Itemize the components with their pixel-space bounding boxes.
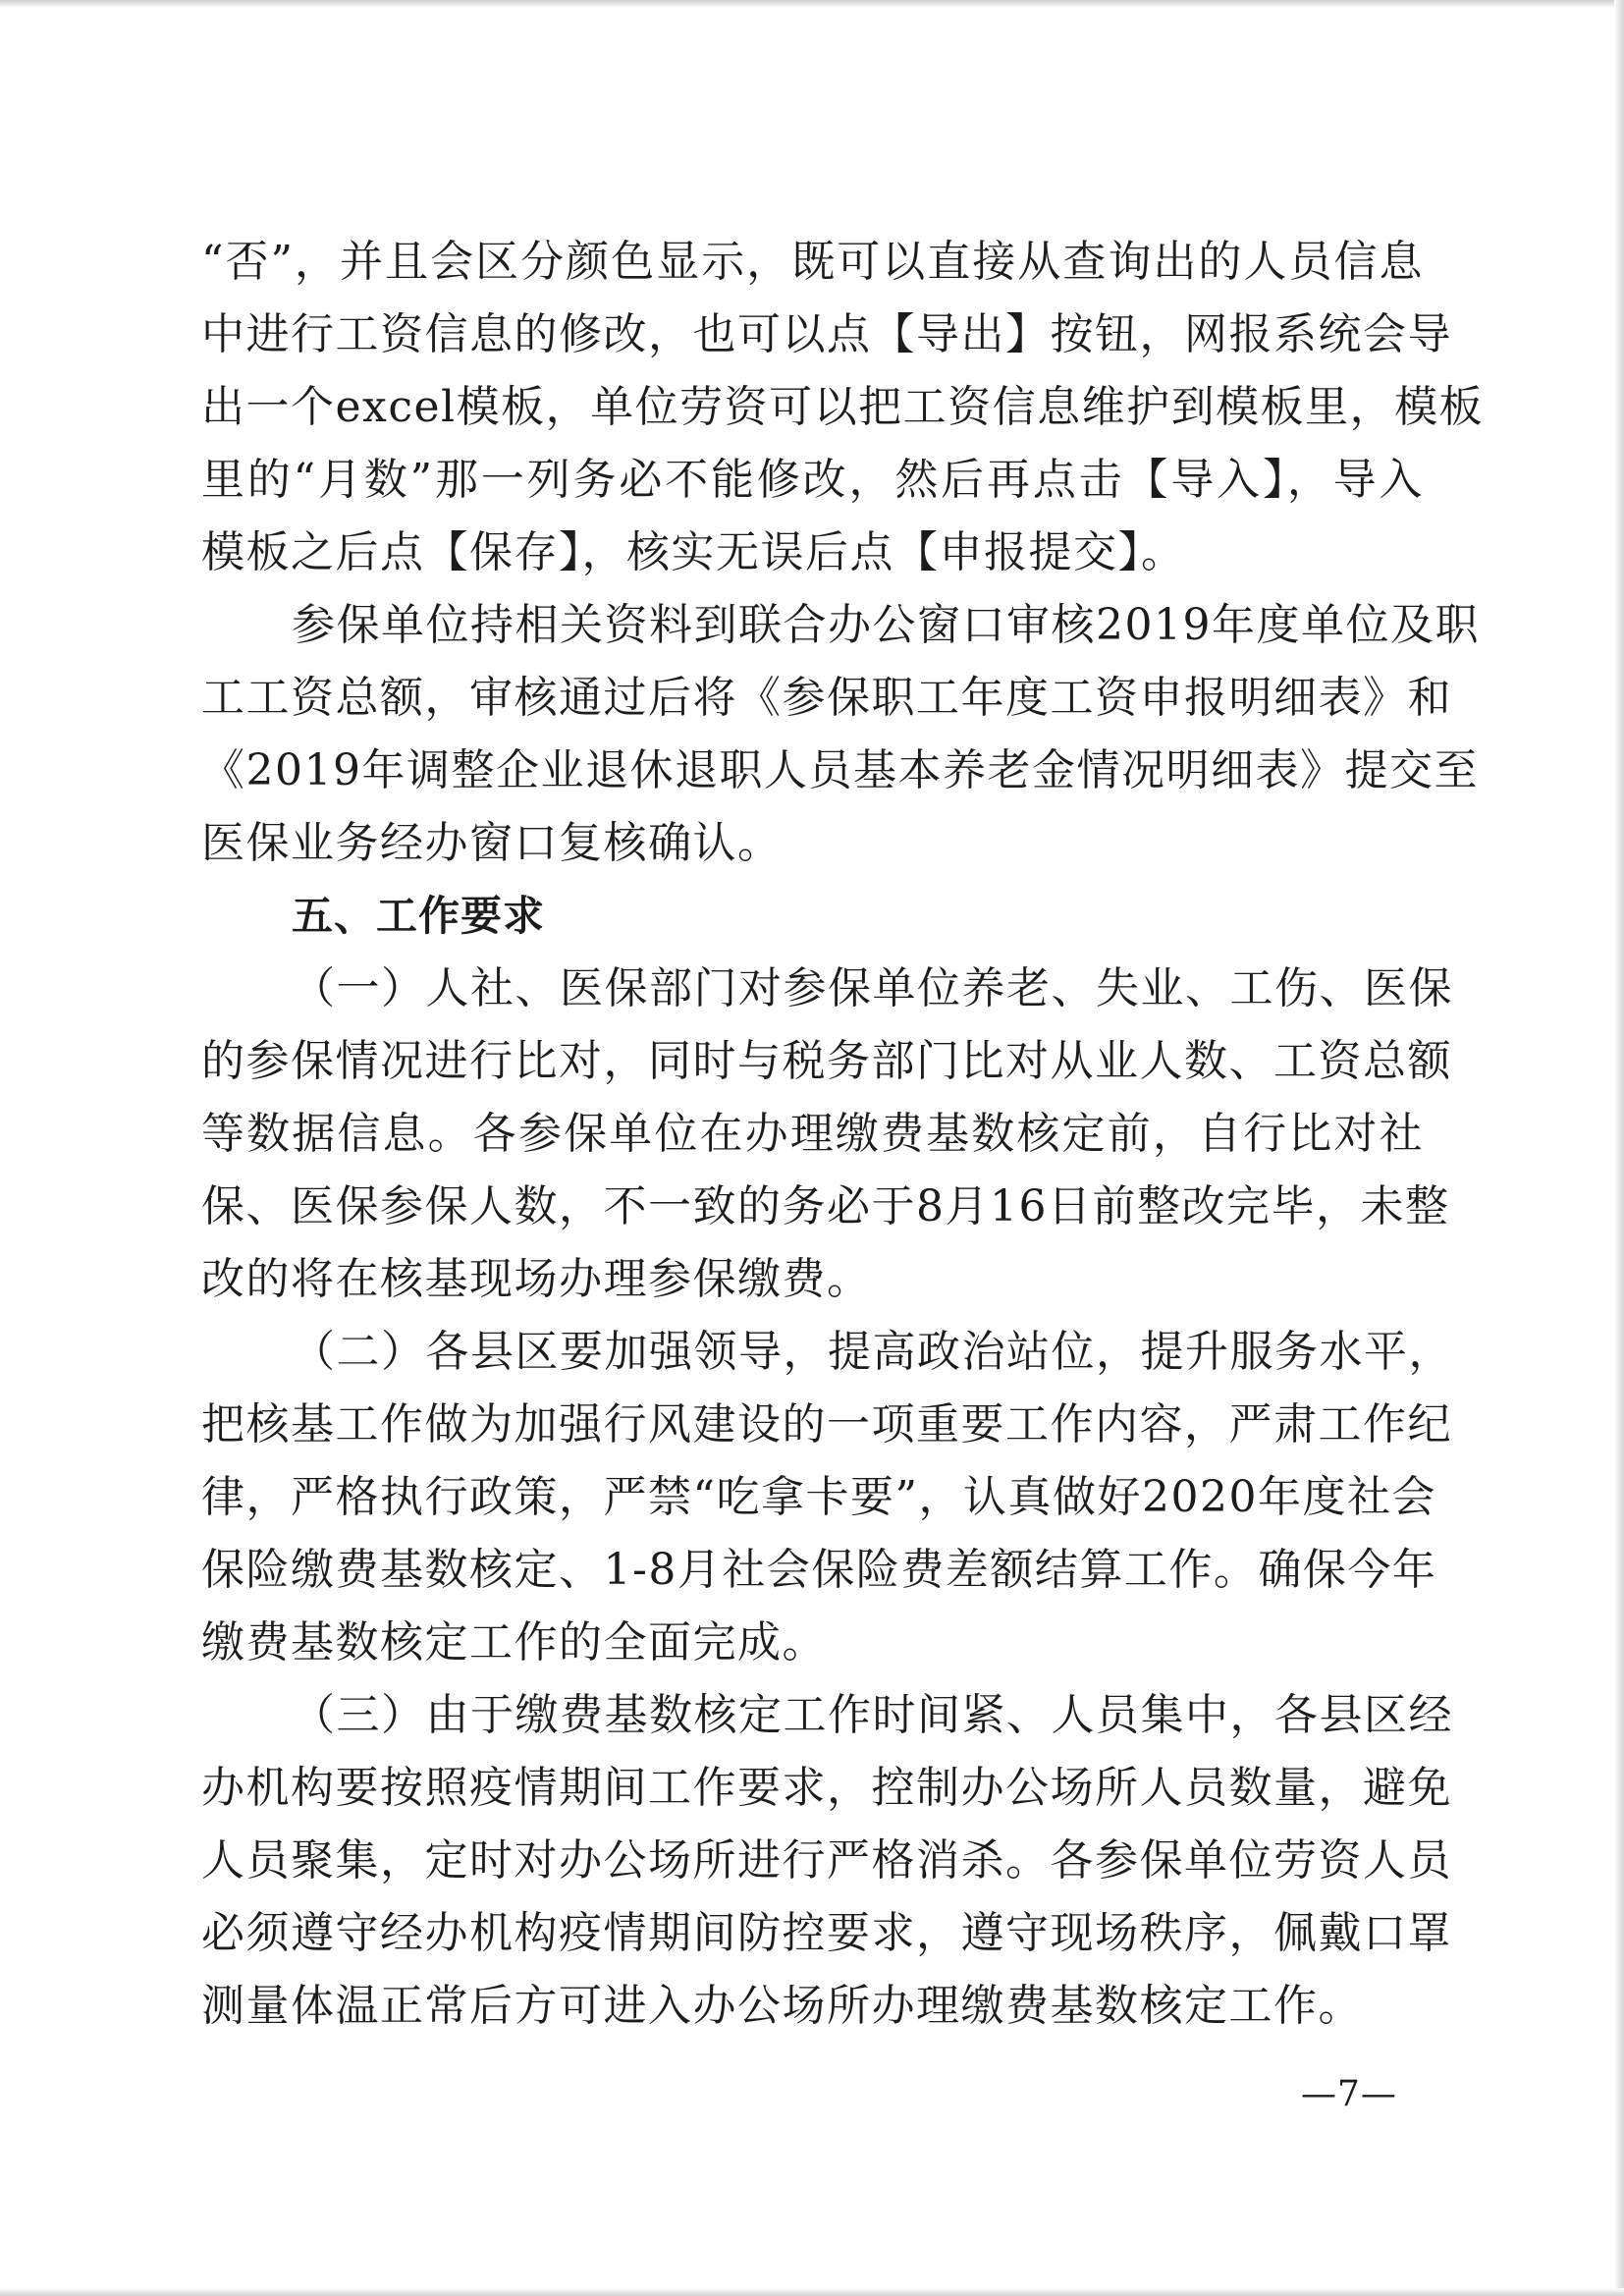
text-line: 测量体温正常后方可进入办公场所办理缴费基数核定工作。 (201, 1981, 1363, 2031)
text-line: （三）由于缴费基数核定工作时间紧、人员集中，各县区经 (292, 1690, 1453, 1740)
text-line: 中进行工资信息的修改，也可以点【导出】按钮，网报系统会导 (201, 309, 1452, 359)
text-line: （二）各县区要加强领导，提高政治站位，提升服务水平， (292, 1327, 1453, 1377)
text-line: 保险缴费基数核定、1-8月社会保险费差额结算工作。确保今年 (201, 1545, 1437, 1595)
text-line: （一）人社、医保部门对参保单位养老、失业、工伤、医保 (292, 963, 1453, 1013)
text-line: 等数据信息。各参保单位在办理缴费基数核定前，自行比对社 (201, 1109, 1424, 1159)
document-body (201, 226, 1485, 2043)
text-line: 人员聚集，定时对办公场所进行严格消杀。各参保单位劳资人员 (201, 1835, 1452, 1886)
text-line: 的参保情况进行比对，同时与税务部门比对从业人数、工资总额 (201, 1036, 1452, 1086)
scan-edge-right (1614, 0, 1624, 2296)
text-line: “否”，并且会区分颜色显示，既可以直接从查询出的人员信息 (201, 237, 1424, 287)
page-number: —7— (1301, 2074, 1397, 2114)
text-line: 必须遵守经办机构疫情期间防控要求，遵守现场秩序，佩戴口罩 (201, 1908, 1452, 1958)
text-line: 里的“月数”那一列务必不能修改，然后再点击【导入】，导入 (201, 455, 1424, 505)
text-line: 出一个excel模板，单位劳资可以把工资信息维护到模板里，模板 (201, 382, 1485, 432)
text-line: 办机构要按照疫情期间工作要求，控制办公场所人员数量，避免 (201, 1763, 1452, 1813)
text-line: 改的将在核基现场办理参保缴费。 (201, 1254, 872, 1304)
text-line: 保、医保参保人数，不一致的务必于8月16日前整改完毕，未整 (201, 1181, 1450, 1231)
text-line: 《2019年调整企业退休退职人员基本养老金情况明细表》提交至 (201, 745, 1479, 795)
text-line: 模板之后点【保存】，核实无误后点【申报提交】。 (201, 527, 1186, 577)
section-heading: 五、工作要求 (292, 892, 546, 940)
scan-edge-top (0, 0, 1624, 8)
text-line: 工工资总额，审核通过后将《参保职工年度工资申报明细表》和 (201, 673, 1452, 723)
text-line: 参保单位持相关资料到联合办公窗口审核2019年度单位及职 (292, 600, 1480, 650)
scan-edge-bottom (0, 2288, 1624, 2296)
text-line: 医保业务经办窗口复核确认。 (201, 818, 783, 868)
text-line: 律，严格执行政策，严禁“吃拿卡要”，认真做好2020年度社会 (201, 1472, 1436, 1522)
text-line: 把核基工作做为加强行风建设的一项重要工作内容，严肃工作纪 (201, 1399, 1452, 1449)
text-line: 缴费基数核定工作的全面完成。 (201, 1617, 827, 1667)
